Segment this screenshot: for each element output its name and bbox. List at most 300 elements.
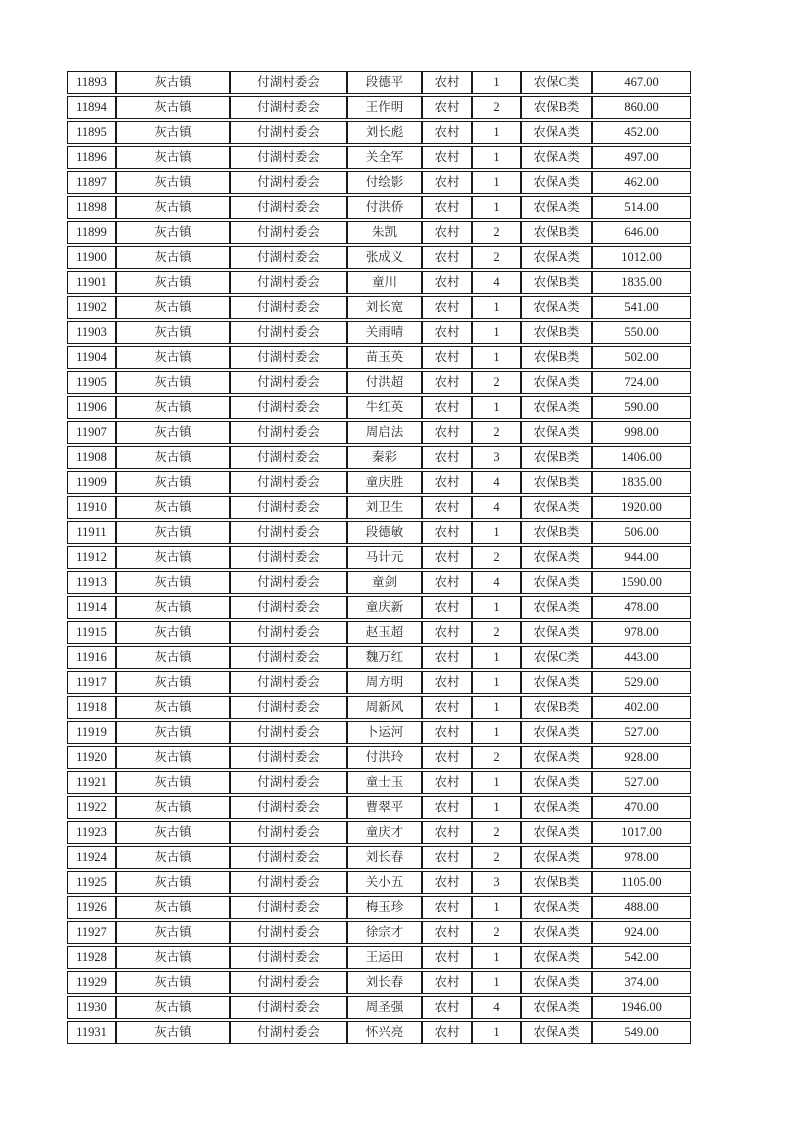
cell-insurance-type: 农保A类 <box>521 496 592 519</box>
cell-category: 农村 <box>422 946 472 969</box>
cell-village-committee: 付湖村委会 <box>230 521 347 544</box>
cell-name: 刘卫生 <box>347 496 422 519</box>
table-row <box>67 471 691 494</box>
cell-serial-number: 11913 <box>67 571 116 594</box>
cell-amount: 1920.00 <box>592 496 691 519</box>
cell-town: 灰古镇 <box>116 646 230 669</box>
table-row <box>67 971 691 994</box>
cell-insurance-type: 农保B类 <box>521 321 592 344</box>
table-row <box>67 996 691 1019</box>
cell-category: 农村 <box>422 146 472 169</box>
cell-village-committee: 付湖村委会 <box>230 971 347 994</box>
cell-name: 马计元 <box>347 546 422 569</box>
cell-village-committee: 付湖村委会 <box>230 921 347 944</box>
cell-town: 灰古镇 <box>116 271 230 294</box>
cell-name: 赵玉超 <box>347 621 422 644</box>
cell-insurance-type: 农保A类 <box>521 846 592 869</box>
cell-insurance-type: 农保A类 <box>521 996 592 1019</box>
cell-count: 2 <box>472 221 521 244</box>
cell-category: 农村 <box>422 971 472 994</box>
cell-category: 农村 <box>422 671 472 694</box>
cell-town: 灰古镇 <box>116 796 230 819</box>
cell-town: 灰古镇 <box>116 521 230 544</box>
cell-serial-number: 11899 <box>67 221 116 244</box>
cell-amount: 402.00 <box>592 696 691 719</box>
cell-amount: 1105.00 <box>592 871 691 894</box>
cell-count: 1 <box>472 321 521 344</box>
cell-count: 1 <box>472 646 521 669</box>
cell-serial-number: 11917 <box>67 671 116 694</box>
cell-village-committee: 付湖村委会 <box>230 96 347 119</box>
cell-village-committee: 付湖村委会 <box>230 121 347 144</box>
cell-name: 周启法 <box>347 421 422 444</box>
cell-category: 农村 <box>422 371 472 394</box>
cell-count: 1 <box>472 71 521 94</box>
cell-amount: 529.00 <box>592 671 691 694</box>
cell-name: 关全军 <box>347 146 422 169</box>
table-row <box>67 771 691 794</box>
table-row <box>67 396 691 419</box>
cell-category: 农村 <box>422 521 472 544</box>
table-row <box>67 546 691 569</box>
cell-category: 农村 <box>422 621 472 644</box>
cell-insurance-type: 农保A类 <box>521 771 592 794</box>
table-row <box>67 271 691 294</box>
cell-village-committee: 付湖村委会 <box>230 146 347 169</box>
table-row <box>67 821 691 844</box>
cell-amount: 978.00 <box>592 846 691 869</box>
cell-insurance-type: 农保A类 <box>521 171 592 194</box>
cell-village-committee: 付湖村委会 <box>230 771 347 794</box>
cell-category: 农村 <box>422 546 472 569</box>
cell-insurance-type: 农保A类 <box>521 671 592 694</box>
cell-village-committee: 付湖村委会 <box>230 246 347 269</box>
cell-insurance-type: 农保A类 <box>521 971 592 994</box>
cell-serial-number: 11931 <box>67 1021 116 1044</box>
cell-amount: 541.00 <box>592 296 691 319</box>
cell-amount: 527.00 <box>592 771 691 794</box>
cell-village-committee: 付湖村委会 <box>230 271 347 294</box>
cell-count: 2 <box>472 546 521 569</box>
cell-category: 农村 <box>422 471 472 494</box>
cell-village-committee: 付湖村委会 <box>230 896 347 919</box>
table-row <box>67 871 691 894</box>
cell-name: 刘长春 <box>347 971 422 994</box>
cell-name: 付洪玲 <box>347 746 422 769</box>
cell-name: 梅玉珍 <box>347 896 422 919</box>
cell-category: 农村 <box>422 721 472 744</box>
cell-category: 农村 <box>422 221 472 244</box>
cell-count: 1 <box>472 946 521 969</box>
cell-category: 农村 <box>422 71 472 94</box>
cell-name: 段德平 <box>347 71 422 94</box>
cell-name: 刘长春 <box>347 846 422 869</box>
cell-village-committee: 付湖村委会 <box>230 1021 347 1044</box>
cell-town: 灰古镇 <box>116 171 230 194</box>
cell-insurance-type: 农保B类 <box>521 871 592 894</box>
table-row <box>67 321 691 344</box>
cell-amount: 374.00 <box>592 971 691 994</box>
cell-category: 农村 <box>422 446 472 469</box>
cell-count: 2 <box>472 921 521 944</box>
cell-insurance-type: 农保A类 <box>521 246 592 269</box>
cell-count: 2 <box>472 246 521 269</box>
cell-count: 4 <box>472 996 521 1019</box>
cell-category: 农村 <box>422 321 472 344</box>
cell-category: 农村 <box>422 271 472 294</box>
table-row <box>67 171 691 194</box>
cell-amount: 488.00 <box>592 896 691 919</box>
cell-category: 农村 <box>422 871 472 894</box>
cell-category: 农村 <box>422 196 472 219</box>
cell-village-committee: 付湖村委会 <box>230 496 347 519</box>
table-row <box>67 521 691 544</box>
cell-insurance-type: 农保A类 <box>521 596 592 619</box>
cell-serial-number: 11927 <box>67 921 116 944</box>
cell-village-committee: 付湖村委会 <box>230 746 347 769</box>
cell-amount: 1835.00 <box>592 471 691 494</box>
cell-amount: 443.00 <box>592 646 691 669</box>
cell-serial-number: 11896 <box>67 146 116 169</box>
cell-town: 灰古镇 <box>116 71 230 94</box>
cell-count: 1 <box>472 1021 521 1044</box>
cell-count: 2 <box>472 746 521 769</box>
cell-amount: 944.00 <box>592 546 691 569</box>
cell-name: 童庆胜 <box>347 471 422 494</box>
cell-insurance-type: 农保B类 <box>521 521 592 544</box>
cell-amount: 467.00 <box>592 71 691 94</box>
cell-category: 农村 <box>422 1021 472 1044</box>
cell-town: 灰古镇 <box>116 446 230 469</box>
table-row <box>67 121 691 144</box>
cell-village-committee: 付湖村委会 <box>230 546 347 569</box>
cell-insurance-type: 农保A类 <box>521 121 592 144</box>
cell-name: 王作明 <box>347 96 422 119</box>
cell-serial-number: 11895 <box>67 121 116 144</box>
cell-count: 1 <box>472 596 521 619</box>
cell-village-committee: 付湖村委会 <box>230 621 347 644</box>
cell-town: 灰古镇 <box>116 321 230 344</box>
cell-count: 2 <box>472 371 521 394</box>
cell-serial-number: 11894 <box>67 96 116 119</box>
cell-count: 2 <box>472 421 521 444</box>
table-body <box>67 71 691 1044</box>
cell-amount: 646.00 <box>592 221 691 244</box>
cell-category: 农村 <box>422 296 472 319</box>
table-row <box>67 621 691 644</box>
cell-amount: 506.00 <box>592 521 691 544</box>
cell-amount: 978.00 <box>592 621 691 644</box>
cell-count: 2 <box>472 621 521 644</box>
cell-insurance-type: 农保A类 <box>521 721 592 744</box>
cell-village-committee: 付湖村委会 <box>230 871 347 894</box>
cell-insurance-type: 农保A类 <box>521 546 592 569</box>
cell-amount: 1835.00 <box>592 271 691 294</box>
cell-amount: 497.00 <box>592 146 691 169</box>
cell-count: 4 <box>472 571 521 594</box>
table-row <box>67 721 691 744</box>
cell-town: 灰古镇 <box>116 746 230 769</box>
cell-amount: 527.00 <box>592 721 691 744</box>
cell-category: 农村 <box>422 396 472 419</box>
cell-name: 付洪侨 <box>347 196 422 219</box>
cell-category: 农村 <box>422 421 472 444</box>
cell-category: 农村 <box>422 496 472 519</box>
cell-count: 1 <box>472 896 521 919</box>
cell-count: 3 <box>472 446 521 469</box>
cell-town: 灰古镇 <box>116 571 230 594</box>
cell-village-committee: 付湖村委会 <box>230 571 347 594</box>
cell-town: 灰古镇 <box>116 371 230 394</box>
cell-town: 灰古镇 <box>116 621 230 644</box>
cell-town: 灰古镇 <box>116 846 230 869</box>
cell-name: 刘长彪 <box>347 121 422 144</box>
cell-serial-number: 11898 <box>67 196 116 219</box>
cell-town: 灰古镇 <box>116 421 230 444</box>
cell-amount: 550.00 <box>592 321 691 344</box>
cell-name: 刘长宽 <box>347 296 422 319</box>
table-row <box>67 71 691 94</box>
cell-amount: 1017.00 <box>592 821 691 844</box>
cell-name: 卜运河 <box>347 721 422 744</box>
cell-name: 童川 <box>347 271 422 294</box>
cell-count: 1 <box>472 521 521 544</box>
cell-insurance-type: 农保C类 <box>521 71 592 94</box>
cell-amount: 590.00 <box>592 396 691 419</box>
cell-name: 周方明 <box>347 671 422 694</box>
cell-count: 4 <box>472 471 521 494</box>
cell-insurance-type: 农保A类 <box>521 421 592 444</box>
cell-category: 农村 <box>422 746 472 769</box>
cell-name: 朱凯 <box>347 221 422 244</box>
table-row <box>67 421 691 444</box>
payment-table <box>67 69 691 1046</box>
cell-insurance-type: 农保B类 <box>521 471 592 494</box>
table-row <box>67 696 691 719</box>
cell-town: 灰古镇 <box>116 1021 230 1044</box>
cell-village-committee: 付湖村委会 <box>230 796 347 819</box>
cell-serial-number: 11912 <box>67 546 116 569</box>
cell-serial-number: 11918 <box>67 696 116 719</box>
cell-serial-number: 11925 <box>67 871 116 894</box>
cell-amount: 724.00 <box>592 371 691 394</box>
cell-town: 灰古镇 <box>116 246 230 269</box>
cell-serial-number: 11914 <box>67 596 116 619</box>
cell-serial-number: 11901 <box>67 271 116 294</box>
cell-village-committee: 付湖村委会 <box>230 396 347 419</box>
cell-name: 童士玉 <box>347 771 422 794</box>
cell-count: 3 <box>472 871 521 894</box>
cell-serial-number: 11926 <box>67 896 116 919</box>
cell-category: 农村 <box>422 246 472 269</box>
cell-village-committee: 付湖村委会 <box>230 421 347 444</box>
cell-serial-number: 11909 <box>67 471 116 494</box>
cell-town: 灰古镇 <box>116 696 230 719</box>
cell-count: 1 <box>472 396 521 419</box>
cell-insurance-type: 农保C类 <box>521 646 592 669</box>
cell-name: 苗玉英 <box>347 346 422 369</box>
cell-village-committee: 付湖村委会 <box>230 446 347 469</box>
cell-amount: 860.00 <box>592 96 691 119</box>
cell-insurance-type: 农保B类 <box>521 96 592 119</box>
cell-serial-number: 11893 <box>67 71 116 94</box>
cell-insurance-type: 农保A类 <box>521 746 592 769</box>
cell-category: 农村 <box>422 896 472 919</box>
cell-town: 灰古镇 <box>116 121 230 144</box>
cell-town: 灰古镇 <box>116 821 230 844</box>
cell-name: 段德敏 <box>347 521 422 544</box>
cell-town: 灰古镇 <box>116 671 230 694</box>
table-row <box>67 371 691 394</box>
cell-name: 曹翠平 <box>347 796 422 819</box>
cell-serial-number: 11900 <box>67 246 116 269</box>
cell-count: 1 <box>472 196 521 219</box>
cell-village-committee: 付湖村委会 <box>230 371 347 394</box>
cell-serial-number: 11902 <box>67 296 116 319</box>
cell-serial-number: 11908 <box>67 446 116 469</box>
cell-category: 农村 <box>422 96 472 119</box>
cell-name: 秦彩 <box>347 446 422 469</box>
table-row <box>67 571 691 594</box>
cell-insurance-type: 农保A类 <box>521 796 592 819</box>
cell-count: 1 <box>472 346 521 369</box>
cell-town: 灰古镇 <box>116 221 230 244</box>
cell-insurance-type: 农保A类 <box>521 896 592 919</box>
cell-category: 农村 <box>422 696 472 719</box>
cell-village-committee: 付湖村委会 <box>230 196 347 219</box>
cell-amount: 1590.00 <box>592 571 691 594</box>
cell-village-committee: 付湖村委会 <box>230 671 347 694</box>
table-row <box>67 446 691 469</box>
cell-town: 灰古镇 <box>116 146 230 169</box>
cell-category: 农村 <box>422 796 472 819</box>
cell-serial-number: 11907 <box>67 421 116 444</box>
cell-town: 灰古镇 <box>116 471 230 494</box>
cell-serial-number: 11921 <box>67 771 116 794</box>
cell-category: 农村 <box>422 921 472 944</box>
cell-count: 4 <box>472 496 521 519</box>
cell-insurance-type: 农保A类 <box>521 396 592 419</box>
cell-amount: 928.00 <box>592 746 691 769</box>
cell-serial-number: 11920 <box>67 746 116 769</box>
cell-village-committee: 付湖村委会 <box>230 321 347 344</box>
table-row <box>67 921 691 944</box>
cell-count: 2 <box>472 821 521 844</box>
cell-insurance-type: 农保B类 <box>521 271 592 294</box>
cell-town: 灰古镇 <box>116 996 230 1019</box>
cell-name: 关雨晴 <box>347 321 422 344</box>
cell-count: 1 <box>472 171 521 194</box>
cell-name: 付洪超 <box>347 371 422 394</box>
cell-insurance-type: 农保A类 <box>521 571 592 594</box>
table-row <box>67 846 691 869</box>
cell-village-committee: 付湖村委会 <box>230 721 347 744</box>
cell-serial-number: 11922 <box>67 796 116 819</box>
cell-village-committee: 付湖村委会 <box>230 946 347 969</box>
cell-category: 农村 <box>422 571 472 594</box>
cell-amount: 502.00 <box>592 346 691 369</box>
cell-insurance-type: 农保A类 <box>521 196 592 219</box>
cell-category: 农村 <box>422 996 472 1019</box>
cell-serial-number: 11930 <box>67 996 116 1019</box>
cell-category: 农村 <box>422 846 472 869</box>
cell-category: 农村 <box>422 771 472 794</box>
cell-name: 周新风 <box>347 696 422 719</box>
cell-amount: 1946.00 <box>592 996 691 1019</box>
cell-count: 1 <box>472 296 521 319</box>
cell-serial-number: 11916 <box>67 646 116 669</box>
cell-name: 童庆才 <box>347 821 422 844</box>
cell-serial-number: 11904 <box>67 346 116 369</box>
cell-serial-number: 11929 <box>67 971 116 994</box>
table-row <box>67 246 691 269</box>
cell-amount: 924.00 <box>592 921 691 944</box>
cell-category: 农村 <box>422 121 472 144</box>
cell-category: 农村 <box>422 646 472 669</box>
cell-amount: 462.00 <box>592 171 691 194</box>
cell-serial-number: 11915 <box>67 621 116 644</box>
cell-count: 2 <box>472 846 521 869</box>
cell-town: 灰古镇 <box>116 921 230 944</box>
cell-town: 灰古镇 <box>116 971 230 994</box>
cell-category: 农村 <box>422 346 472 369</box>
cell-insurance-type: 农保A类 <box>521 296 592 319</box>
cell-village-committee: 付湖村委会 <box>230 296 347 319</box>
table-row <box>67 646 691 669</box>
cell-name: 付绘影 <box>347 171 422 194</box>
cell-serial-number: 11924 <box>67 846 116 869</box>
cell-town: 灰古镇 <box>116 771 230 794</box>
cell-town: 灰古镇 <box>116 346 230 369</box>
cell-village-committee: 付湖村委会 <box>230 596 347 619</box>
table-row <box>67 196 691 219</box>
cell-count: 2 <box>472 96 521 119</box>
cell-village-committee: 付湖村委会 <box>230 646 347 669</box>
cell-village-committee: 付湖村委会 <box>230 996 347 1019</box>
cell-serial-number: 11906 <box>67 396 116 419</box>
cell-category: 农村 <box>422 821 472 844</box>
cell-name: 关小五 <box>347 871 422 894</box>
cell-count: 1 <box>472 771 521 794</box>
cell-count: 1 <box>472 121 521 144</box>
cell-village-committee: 付湖村委会 <box>230 471 347 494</box>
cell-insurance-type: 农保A类 <box>521 621 592 644</box>
cell-serial-number: 11911 <box>67 521 116 544</box>
cell-count: 1 <box>472 721 521 744</box>
cell-town: 灰古镇 <box>116 871 230 894</box>
cell-town: 灰古镇 <box>116 596 230 619</box>
cell-serial-number: 11905 <box>67 371 116 394</box>
cell-count: 4 <box>472 271 521 294</box>
cell-serial-number: 11919 <box>67 721 116 744</box>
cell-category: 农村 <box>422 596 472 619</box>
cell-serial-number: 11903 <box>67 321 116 344</box>
cell-amount: 514.00 <box>592 196 691 219</box>
cell-insurance-type: 农保A类 <box>521 821 592 844</box>
cell-town: 灰古镇 <box>116 396 230 419</box>
cell-amount: 452.00 <box>592 121 691 144</box>
cell-serial-number: 11923 <box>67 821 116 844</box>
table-row <box>67 346 691 369</box>
cell-insurance-type: 农保A类 <box>521 921 592 944</box>
cell-name: 童剑 <box>347 571 422 594</box>
cell-village-committee: 付湖村委会 <box>230 696 347 719</box>
cell-amount: 549.00 <box>592 1021 691 1044</box>
cell-name: 徐宗才 <box>347 921 422 944</box>
table-row <box>67 596 691 619</box>
table-row <box>67 146 691 169</box>
cell-serial-number: 11928 <box>67 946 116 969</box>
